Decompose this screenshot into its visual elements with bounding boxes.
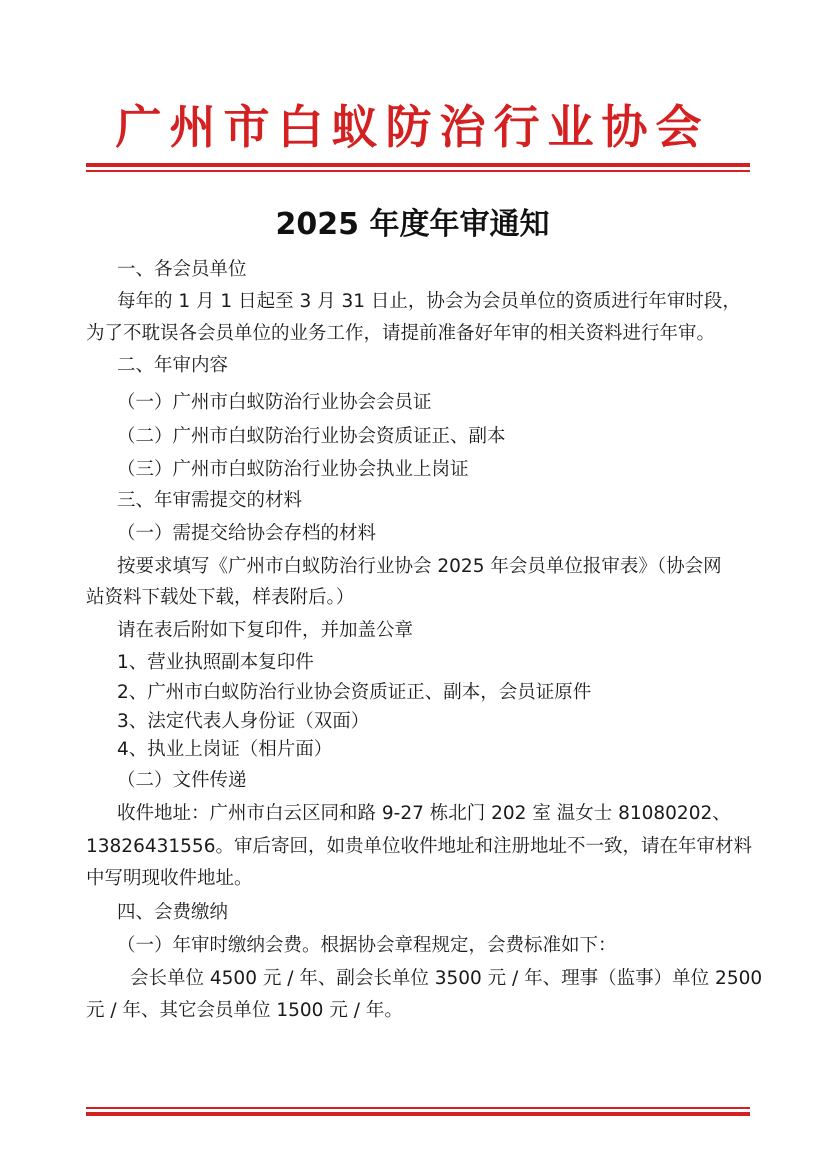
address-line: 13826431556。审后寄回，如贵单位收件地址和注册地址不一致，请在年审材料	[86, 836, 752, 857]
list-item: 4、执业上岗证（相片面）	[117, 739, 333, 760]
list-item: （二）广州市白蚁防治行业协会资质证正、副本	[117, 426, 506, 447]
section-heading-1: 一、各会员单位	[117, 259, 247, 280]
list-item: （一）广州市白蚁防治行业协会会员证	[117, 392, 432, 413]
subsection-heading: （一）年审时缴纳会费。根据协会章程规定，会费标准如下：	[117, 935, 617, 956]
fee-line: 元 / 年、其它会员单位 1500 元 / 年。	[86, 1000, 403, 1021]
letterhead-rule-top	[86, 163, 750, 172]
paragraph-line: 请在表后附如下复印件，并加盖公章	[117, 620, 414, 641]
subsection-heading: （二）文件传递	[117, 770, 247, 791]
paragraph-line: 站资料下载处下载，样表附后。）	[86, 587, 355, 608]
footer-rule	[86, 1107, 750, 1116]
section-heading-4: 四、会费缴纳	[117, 902, 229, 923]
section-heading-2: 二、年审内容	[117, 355, 229, 376]
paragraph-line: 按要求填写《广州市白蚁防治行业协会 2025 年会员单位报审表》（协会网	[117, 556, 722, 577]
paragraph-line: 为了不耽误各会员单位的业务工作，请提前准备好年审的相关资料进行年审。	[86, 323, 716, 344]
list-item: （三）广州市白蚁防治行业协会执业上岗证	[117, 459, 469, 480]
list-item: 2、广州市白蚁防治行业协会资质证正、副本，会员证原件	[117, 682, 592, 703]
list-item: 1、营业执照副本复印件	[117, 652, 314, 673]
notice-title: 2025 年度年审通知	[275, 207, 550, 242]
subsection-heading: （一）需提交给协会存档的材料	[117, 523, 377, 544]
list-item: 3、法定代表人身份证（双面）	[117, 711, 370, 732]
address-line: 中写明现收件地址。	[86, 868, 253, 889]
fee-line: 会长单位 4500 元 / 年、副会长单位 3500 元 / 年、理事（监事）单位 2500	[130, 968, 763, 989]
address-line: 收件地址：广州市白云区同和路 9-27 栋北门 202 室 温女士 81080202、	[117, 803, 731, 824]
letterhead-title: 广州市白蚁防治行业协会	[115, 100, 710, 154]
section-heading-3: 三、年审需提交的材料	[117, 490, 303, 511]
paragraph-line: 每年的 1 月 1 日起至 3 月 31 日止，协会为会员单位的资质进行年审时段，	[117, 291, 741, 312]
